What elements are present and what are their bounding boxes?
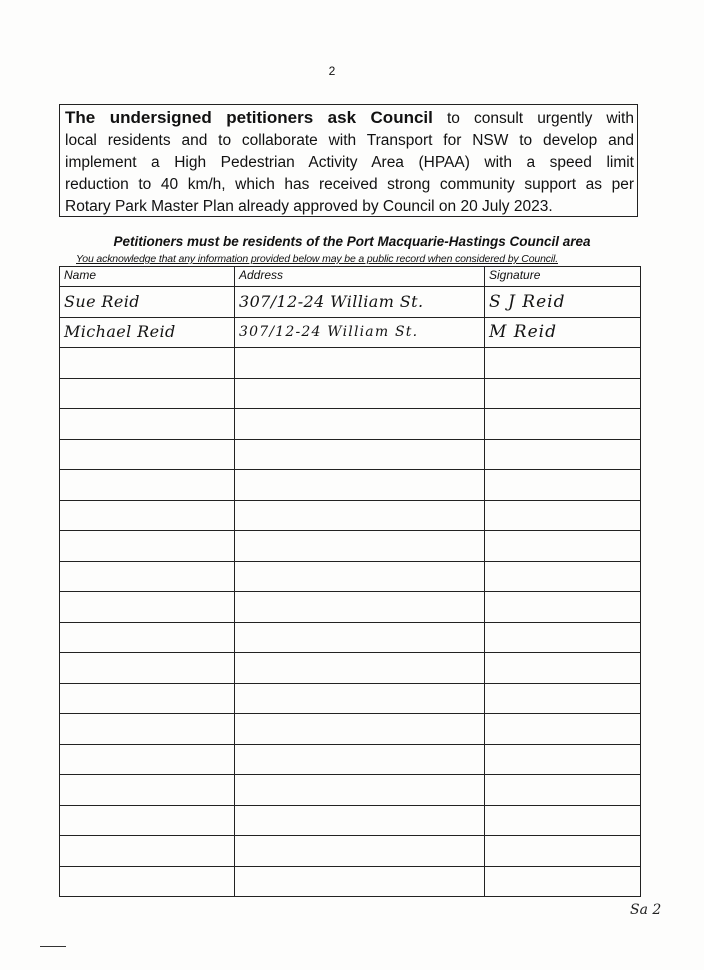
signature-cell[interactable]: [485, 378, 641, 409]
signatures-table: [59, 266, 641, 897]
name-cell[interactable]: [60, 683, 235, 714]
table-row: [60, 836, 641, 867]
signature-cell[interactable]: [485, 653, 641, 684]
address-cell[interactable]: [235, 317, 485, 348]
signature-cell[interactable]: [485, 439, 641, 470]
name-cell[interactable]: [60, 836, 235, 867]
name-value: Michael Reid: [64, 322, 176, 342]
address-value: 307/12-24 William St.: [239, 324, 419, 341]
table-row: [60, 805, 641, 836]
signature-cell[interactable]: [485, 683, 641, 714]
name-cell[interactable]: [60, 592, 235, 623]
petition-line: [65, 196, 634, 218]
page-number: 2: [328, 64, 336, 78]
table-row: [60, 714, 641, 745]
address-cell[interactable]: [235, 622, 485, 653]
table-row: [60, 561, 641, 592]
address-cell[interactable]: [235, 500, 485, 531]
name-cell[interactable]: [60, 500, 235, 531]
signature-cell[interactable]: [485, 775, 641, 806]
petition-line-text: implement a High Pedestrian Activity Area (HPAA) with a speed limit: [65, 154, 634, 171]
petition-statement-box: [59, 104, 638, 217]
signature-cell[interactable]: [485, 592, 641, 623]
table-row: [60, 287, 641, 318]
signature-cell[interactable]: [485, 836, 641, 867]
name-cell[interactable]: [60, 653, 235, 684]
name-cell[interactable]: [60, 744, 235, 775]
address-cell[interactable]: [235, 775, 485, 806]
table-row: [60, 470, 641, 501]
name-cell[interactable]: [60, 805, 235, 836]
name-cell[interactable]: [60, 561, 235, 592]
address-value: 307/12-24 William St.: [239, 291, 424, 311]
name-cell[interactable]: [60, 409, 235, 440]
signatures-table-body: [60, 287, 641, 897]
name-cell[interactable]: [60, 622, 235, 653]
table-row: [60, 531, 641, 562]
petition-line: [65, 130, 634, 152]
address-cell[interactable]: [235, 683, 485, 714]
table-row: [60, 317, 641, 348]
address-cell[interactable]: [235, 714, 485, 745]
margin-dash: [40, 946, 66, 947]
petition-line-text: reduction to 40 km/h, which has received strong community support as per: [65, 176, 634, 193]
table-row: [60, 653, 641, 684]
column-header-signature: Signature: [485, 267, 641, 287]
public-record-acknowledgement: You acknowledge that any information provided below may be a public record when considered by Council.: [76, 253, 558, 265]
eligibility-note: Petitioners must be residents of the Port Macquarie-Hastings Council area: [113, 234, 591, 249]
name-cell[interactable]: [60, 287, 235, 318]
petition-line: [65, 174, 634, 196]
name-cell[interactable]: [60, 714, 235, 745]
signature-cell[interactable]: [485, 714, 641, 745]
petition-line-text: Rotary Park Master Plan already approved by Council on 20 July 2023.: [65, 198, 553, 215]
signature-cell[interactable]: [485, 531, 641, 562]
address-cell[interactable]: [235, 744, 485, 775]
signature-cell[interactable]: [485, 805, 641, 836]
signature-cell[interactable]: [485, 470, 641, 501]
signature-cell[interactable]: [485, 622, 641, 653]
table-header-row: [60, 267, 641, 287]
petition-lead: The undersigned petitioners ask Council: [65, 108, 433, 127]
table-row: [60, 683, 641, 714]
petition-line: [65, 107, 634, 130]
petition-line-text: to consult urgently with: [432, 110, 634, 127]
address-cell[interactable]: [235, 470, 485, 501]
address-cell[interactable]: [235, 378, 485, 409]
name-cell[interactable]: [60, 439, 235, 470]
signature-value: M Reid: [489, 322, 557, 343]
name-cell[interactable]: [60, 531, 235, 562]
name-cell[interactable]: [60, 866, 235, 897]
table-row: [60, 592, 641, 623]
signature-cell[interactable]: [485, 409, 641, 440]
name-cell[interactable]: [60, 378, 235, 409]
table-row: [60, 775, 641, 806]
address-cell[interactable]: [235, 866, 485, 897]
page-tally-note: Sa 2: [630, 902, 662, 918]
signature-cell[interactable]: [485, 561, 641, 592]
name-cell[interactable]: [60, 317, 235, 348]
petition-line: [65, 152, 634, 174]
column-header-address: Address: [235, 267, 485, 287]
address-cell[interactable]: [235, 409, 485, 440]
address-cell[interactable]: [235, 531, 485, 562]
signature-value: S J Reid: [489, 291, 566, 312]
address-cell[interactable]: [235, 653, 485, 684]
petition-line-text: local residents and to collaborate with Transport for NSW to develop and: [65, 132, 634, 149]
name-cell[interactable]: [60, 470, 235, 501]
signature-cell[interactable]: [485, 317, 641, 348]
name-cell[interactable]: [60, 348, 235, 379]
address-cell[interactable]: [235, 439, 485, 470]
table-row: [60, 622, 641, 653]
column-header-name: Name: [60, 267, 235, 287]
table-row: [60, 439, 641, 470]
name-cell[interactable]: [60, 775, 235, 806]
signature-cell[interactable]: [485, 866, 641, 897]
signature-cell[interactable]: [485, 348, 641, 379]
table-row: [60, 500, 641, 531]
name-value: Sue Reid: [64, 291, 140, 311]
table-row: [60, 378, 641, 409]
signature-cell[interactable]: [485, 744, 641, 775]
address-cell[interactable]: [235, 348, 485, 379]
signature-cell[interactable]: [485, 287, 641, 318]
table-row: [60, 409, 641, 440]
address-cell[interactable]: [235, 287, 485, 318]
table-row: [60, 348, 641, 379]
address-cell[interactable]: [235, 592, 485, 623]
signature-cell[interactable]: [485, 500, 641, 531]
table-row: [60, 744, 641, 775]
address-cell[interactable]: [235, 561, 485, 592]
address-cell[interactable]: [235, 836, 485, 867]
address-cell[interactable]: [235, 805, 485, 836]
table-row: [60, 866, 641, 897]
